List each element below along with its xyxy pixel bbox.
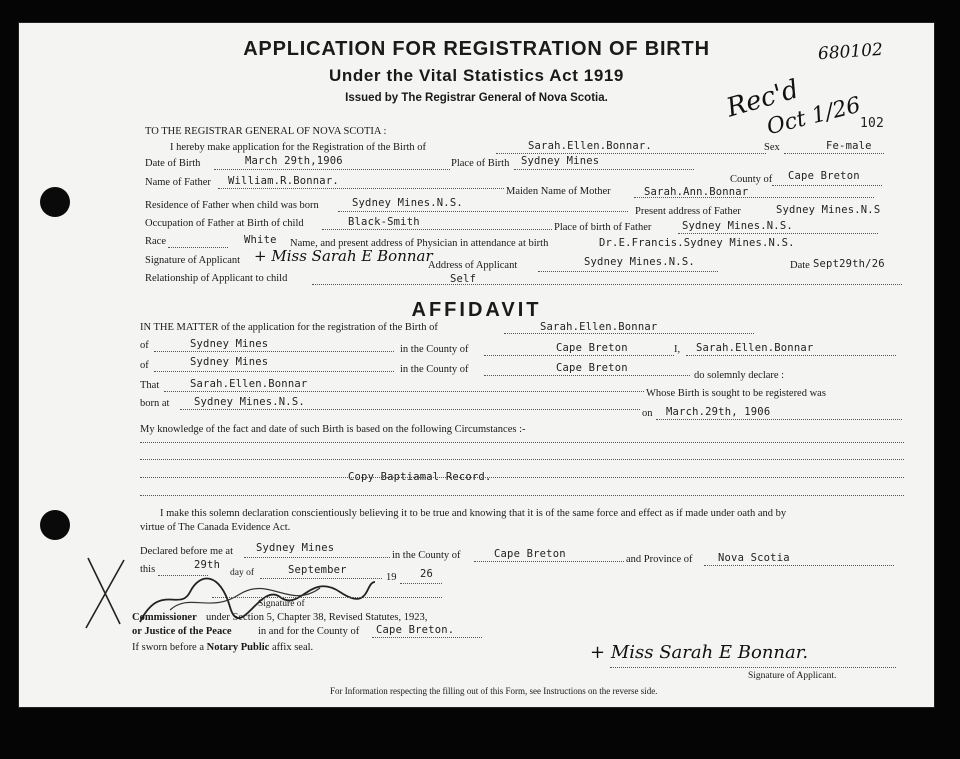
intro-label: I hereby make application for the Registration of the Birth of	[170, 142, 427, 153]
county-value-2: Cape Breton	[556, 362, 628, 374]
applicant-address-value: Sydney Mines.N.S.	[584, 256, 695, 268]
matter-name: Sarah.Ellen.Bonnar	[540, 321, 658, 333]
on-label: on	[642, 408, 653, 419]
in-county-label-1: in the County of	[400, 344, 469, 355]
whose-birth-label: Whose Birth is sought to be registered was	[646, 388, 826, 399]
applicant-signature-top: + Miss Sarah E Bonnar	[254, 247, 433, 265]
affidavit-heading: AFFIDAVIT	[411, 299, 542, 321]
mother-value: Sarah.Ann.Bonnar	[644, 186, 749, 198]
father-residence-value: Sydney Mines.N.S.	[352, 197, 463, 209]
declaration-text-2: virtue of The Canada Evidence Act.	[140, 522, 291, 533]
notary-text: If sworn before a Notary Public affix seal.	[132, 642, 314, 653]
signature-label: Signature of Applicant	[145, 255, 241, 266]
birth-registration-form	[18, 22, 935, 708]
race-value: White	[244, 234, 277, 246]
year-suffix: 26	[420, 568, 434, 580]
province-value: Nova Scotia	[718, 552, 790, 564]
of-value-1: Sydney Mines	[190, 338, 269, 350]
date-value: Sept29th/26	[813, 258, 885, 270]
matter-label: IN THE MATTER of the application for the registration of the Birth of	[140, 322, 438, 333]
applicant-signature-label: Signature of Applicant.	[748, 671, 837, 681]
occupation-label: Occupation of Father at Birth of child	[145, 218, 304, 229]
physician-label: Name, and present address of Physician in attendance at birth	[290, 238, 549, 249]
born-at-label: born at	[140, 398, 170, 409]
of-label-1: of	[140, 340, 149, 351]
footer-info: For Information respecting the filling out of this Form, see Instructions on the reverse side.	[330, 686, 658, 696]
declaration-text-1: I make this solemn declaration conscientiously believing it to be true and knowing that it is of the same force and effect as if made under oath and by	[160, 508, 787, 519]
this-label: this	[140, 564, 156, 575]
file-number: 680102	[817, 39, 884, 65]
circumstance-value: Copy Baptiamal Record.	[348, 471, 492, 483]
county-value: Cape Breton	[788, 170, 860, 182]
relationship-value: Self	[450, 273, 477, 285]
race-label: Race	[145, 236, 166, 247]
year-prefix: 19	[386, 572, 397, 583]
dob-label: Date of Birth	[145, 158, 201, 169]
addressee: TO THE REGISTRAR GENERAL OF NOVA SCOTIA :	[145, 126, 387, 137]
punch-hole-bottom	[40, 510, 70, 540]
born-at-value: Sydney Mines.N.S.	[194, 396, 305, 408]
declared-county-value: Cape Breton	[494, 548, 566, 560]
that-label: That	[140, 380, 160, 391]
issued-by: Issued by The Registrar General of Nova Scotia.	[345, 92, 608, 104]
of-label-2: of	[140, 360, 149, 371]
sex-label: Sex	[764, 142, 780, 153]
physician-value: Dr.E.Francis.Sydney Mines.N.S.	[599, 237, 795, 249]
father-present-value: Sydney Mines.N.S	[776, 204, 881, 216]
child-name: Sarah.Ellen.Bonnar.	[528, 140, 652, 152]
received-note: Rec'd	[723, 74, 803, 124]
that-name: Sarah.Ellen.Bonnar	[190, 378, 308, 390]
declared-at-value: Sydney Mines	[256, 542, 335, 554]
form-subtitle: Under the Vital Statistics Act 1919	[329, 66, 624, 85]
father-present-label: Present address of Father	[635, 206, 741, 217]
father-pob-label: Place of birth of Father	[554, 222, 652, 233]
declared-at-label: Declared before me at	[140, 546, 233, 557]
father-label: Name of Father	[145, 177, 211, 188]
pob-value: Sydney Mines	[521, 155, 600, 167]
sex-value: Fe-male	[826, 140, 872, 152]
father-residence-label: Residence of Father when child was born	[145, 200, 319, 211]
punch-hole-top	[40, 187, 70, 217]
of-value-2: Sydney Mines	[190, 356, 269, 368]
applicant-address-label: Address of Applicant	[428, 260, 518, 271]
declared-county-label: in the County of	[392, 550, 461, 561]
justice-county: Cape Breton.	[376, 624, 455, 636]
occupation-value: Black-Smith	[348, 216, 420, 228]
father-value: William.R.Bonnar.	[228, 175, 339, 187]
form-title: APPLICATION FOR REGISTRATION OF BIRTH	[243, 38, 710, 60]
month-value: September	[288, 564, 347, 576]
i-label: I,	[674, 344, 681, 355]
applicant-signature: + Miss Sarah E Bonnar.	[590, 642, 809, 663]
county-value-1: Cape Breton	[556, 342, 628, 354]
justice-label: or Justice of the Peace	[132, 626, 232, 637]
signature-of-label: Signature of	[258, 599, 305, 609]
commissioner-text: under Section 5, Chapter 38, Revised Statutes, 1923,	[206, 612, 428, 623]
pob-label: Place of Birth	[451, 158, 510, 169]
justice-text: in and for the County of	[258, 626, 360, 637]
declarant-name: Sarah.Ellen.Bonnar	[696, 342, 814, 354]
county-label: County of	[730, 174, 773, 185]
date-label: Date	[790, 260, 810, 271]
day-of-label: day of	[230, 568, 255, 578]
declare-label: do solemnly declare :	[694, 370, 785, 381]
page-number: 102	[860, 116, 885, 131]
in-county-label-2: in the County of	[400, 364, 469, 375]
father-pob-value: Sydney Mines.N.S.	[682, 220, 793, 232]
mother-label: Maiden Name of Mother	[506, 186, 611, 197]
relationship-label: Relationship of Applicant to child	[145, 273, 288, 284]
day-value: 29th	[194, 559, 221, 571]
received-date: Oct 1/26	[764, 92, 864, 141]
knowledge-label: My knowledge of the fact and date of such Birth is based on the following Circumstances :-	[140, 424, 526, 435]
commissioner-label: Commissioner	[132, 612, 197, 623]
dob-value: March 29th,1906	[245, 155, 343, 167]
province-label: and Province of	[626, 554, 693, 565]
born-on-value: March.29th, 1906	[666, 406, 771, 418]
